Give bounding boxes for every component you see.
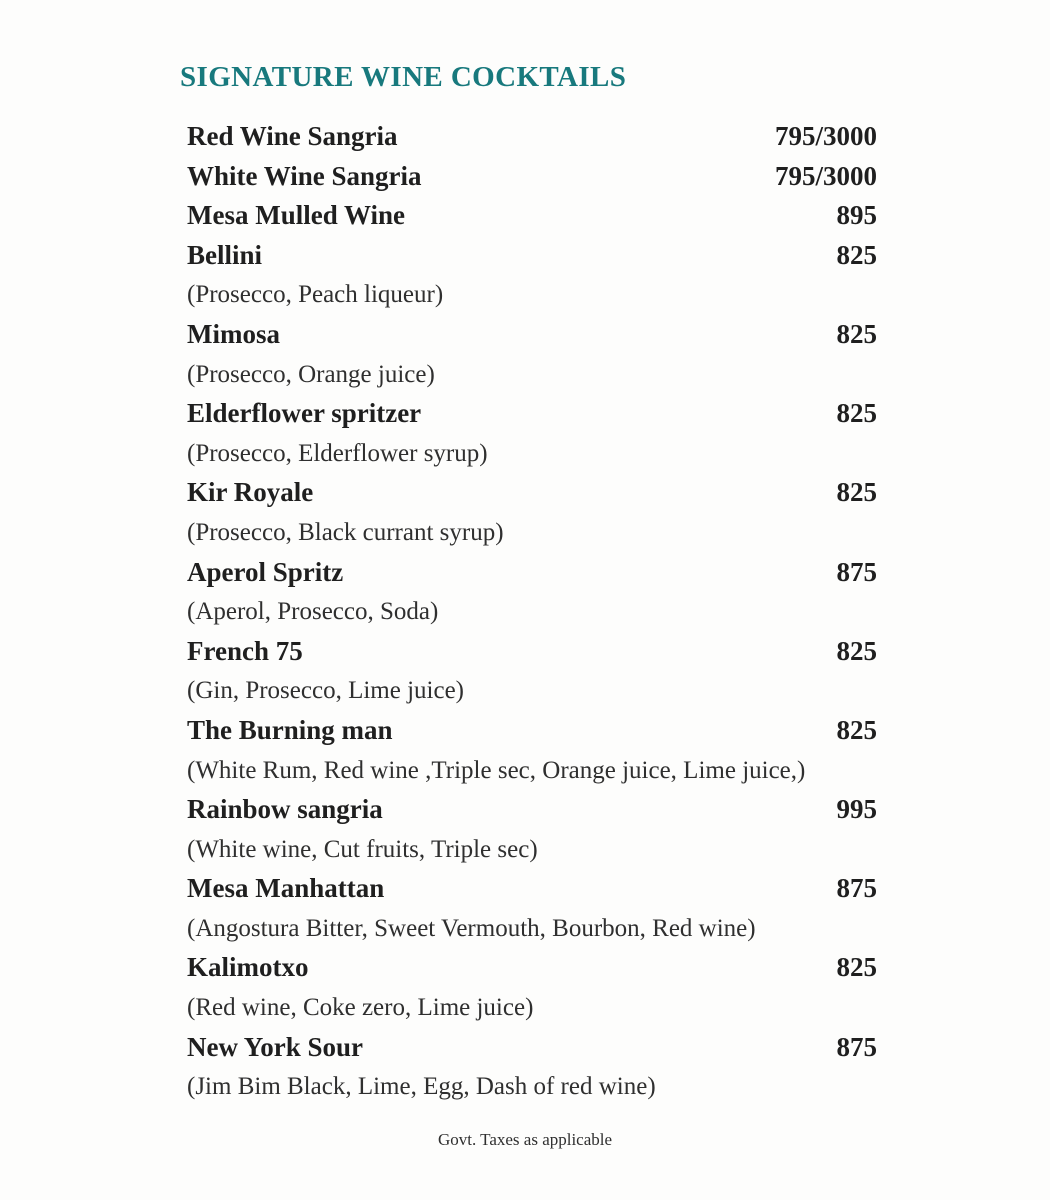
menu-item-description: (Red wine, Coke zero, Lime juice) (187, 994, 534, 1022)
item-name: Bellini (187, 239, 263, 270)
menu-item-row (187, 948, 877, 988)
menu-item-row (187, 473, 877, 513)
page-title: SIGNATURE WINE COCKTAILS (180, 61, 627, 93)
menu-item-description: (Aperol, Prosecco, Soda) (187, 598, 439, 626)
item-price: 825 (836, 477, 877, 508)
item-name: Red Wine Sangria (187, 121, 398, 151)
menu-item-row (187, 315, 877, 355)
menu-item-description: (Prosecco, Elderflower syrup) (187, 439, 488, 467)
menu-item-description: (Prosecco, Peach liqueur) (187, 281, 444, 309)
item-name: The Burning man (187, 714, 393, 745)
menu-item-row (187, 553, 877, 593)
menu-list (187, 117, 877, 1107)
item-name: Kalimotxo (187, 952, 309, 983)
menu-item-row (187, 790, 877, 830)
item-name: Elderflower spritzer (187, 398, 422, 429)
item-name: Rainbow sangria (187, 794, 383, 825)
item-price: 825 (836, 952, 877, 983)
item-price: 825 (836, 318, 877, 349)
menu-item-row (187, 236, 877, 276)
item-price: 875 (836, 556, 877, 587)
item-price: 895 (836, 200, 877, 231)
menu-item-description: (Prosecco, Orange juice) (187, 360, 435, 388)
menu-item-row (187, 196, 877, 236)
item-price: 825 (836, 239, 877, 270)
item-name: New York Sour (187, 1031, 364, 1062)
item-price: 795/3000 (774, 121, 877, 151)
menu-item-row (187, 632, 877, 672)
menu-item-description: (Gin, Prosecco, Lime juice) (187, 677, 464, 705)
menu-item-row (187, 711, 877, 751)
item-name: Mesa Manhattan (187, 873, 385, 904)
menu-item-description: (White wine, Cut fruits, Triple sec) (187, 835, 538, 863)
item-name: White Wine Sangria (187, 160, 422, 191)
tax-note: Govt. Taxes as applicable (437, 1130, 613, 1149)
menu-item-description: (Prosecco, Black currant syrup) (187, 518, 504, 546)
item-name: Kir Royale (187, 477, 314, 508)
menu-item-row (187, 1028, 877, 1068)
item-price: 825 (836, 635, 877, 666)
menu-item-row (187, 117, 877, 157)
menu-item-description: (White Rum, Red wine ,Triple sec, Orange juice, Lime juice,) (187, 756, 806, 784)
item-name: Mimosa (187, 318, 280, 349)
item-price: 825 (836, 714, 877, 745)
menu-item-description: (Jim Bim Black, Lime, Egg, Dash of red wine) (187, 1073, 656, 1101)
item-name: French 75 (187, 635, 303, 666)
item-price: 825 (836, 398, 877, 429)
menu-item-row (187, 869, 877, 909)
menu-item-row (187, 394, 877, 434)
item-price: 995 (836, 794, 877, 825)
item-price: 875 (836, 873, 877, 904)
item-name: Aperol Spritz (187, 556, 344, 587)
item-price: 875 (836, 1031, 877, 1062)
menu-item-row (187, 157, 877, 197)
item-name: Mesa Mulled Wine (187, 200, 406, 231)
menu-item-description: (Angostura Bitter, Sweet Vermouth, Bourbon, Red wine) (187, 914, 756, 942)
item-price: 795/3000 (774, 160, 877, 191)
